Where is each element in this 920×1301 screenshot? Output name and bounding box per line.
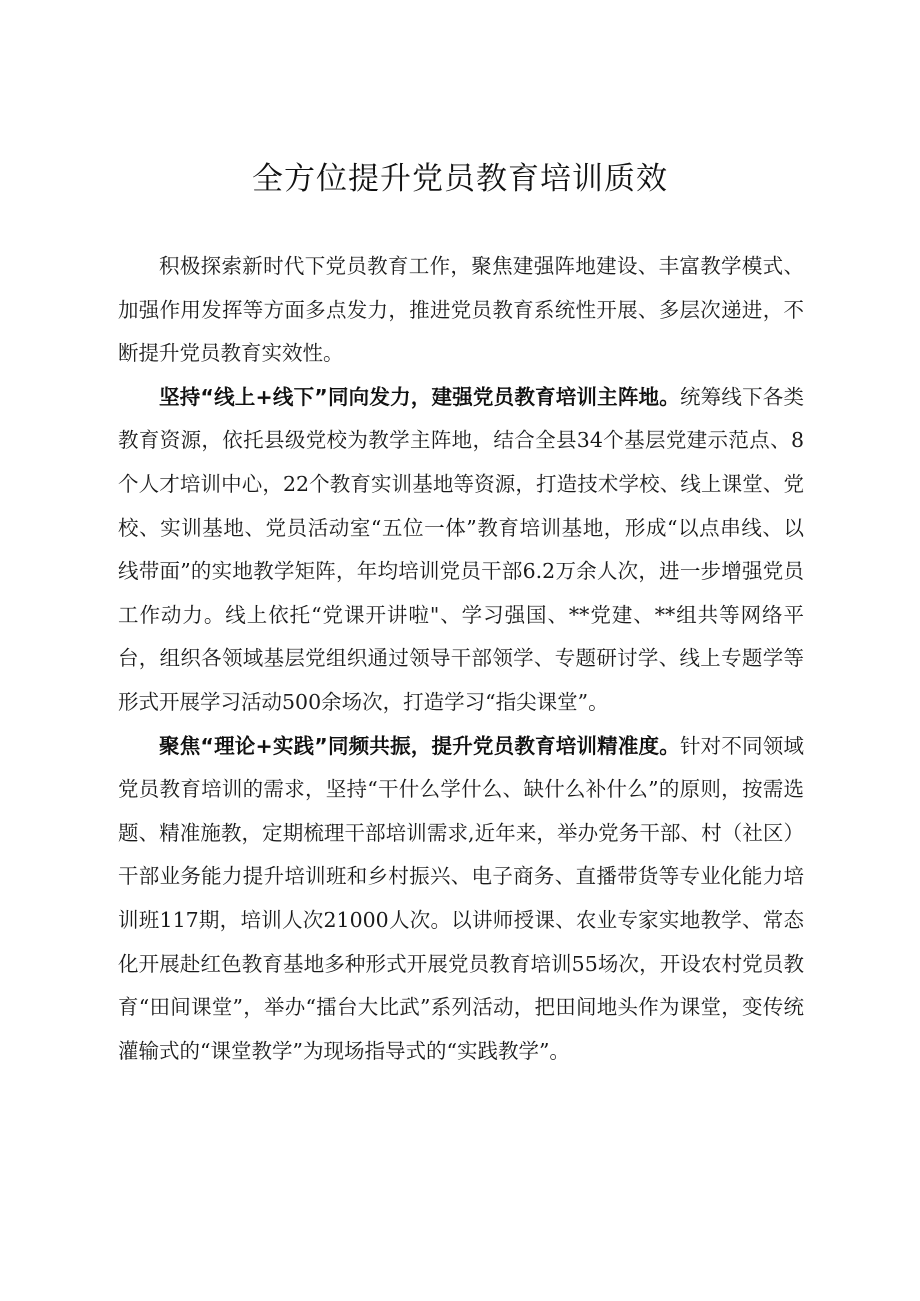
document-title: 全方位提升党员教育培训质效 xyxy=(252,161,668,197)
paragraph-text: 积极探索新时代下党员教育工作，聚焦建强阵地建设、丰富教学模式、加强作用发挥等方面多点发力，推进党员教育系统性开展、多层次递进，不断提升党员教育实效性。 xyxy=(118,254,804,366)
section-paragraph-online-offline xyxy=(118,376,804,725)
section-paragraph-theory-practice xyxy=(118,725,804,1074)
paragraph-text: 针对不同领域党员教育培训的需求，坚持“干什么学什么、缺什么补什么”的原则，按需选题、精准施教，定期梳理干部培训需求,近年来，举办党务干部、村（社区）干部业务能力提升培训班和乡村振兴、电子商务、直播带货等专业化能力培训班117期，培训人次21000人次。以讲师授课、农业专家实地教学、常态化开展赴红色教育基地多种形式开展党员教育培训55场次，开设农村党员教育“田间课堂”，举办“擂台大比武”系列活动，把田间地头作为课堂，变传统灌输式的“课堂教学”为现场指导式的“实践教学”。 xyxy=(118,733,804,1063)
paragraph-lead: 聚焦“理论+实践”同频共振，提升党员教育培训精准度。 xyxy=(159,733,680,758)
paragraph-lead: 坚持“线上+线下”同向发力，建强党员教育培训主阵地。 xyxy=(159,384,680,409)
paragraph-text: 统筹线下各类教育资源，依托县级党校为教学主阵地，结合全县34个基层党建示范点、8个人才培训中心，22个教育实训基地等资源，打造技术学校、线上课堂、党校、实训基地、党员活动室“五位一体”教育培训基地，形成“以点串线、以线带面”的实地教学矩阵，年均培训党员干部6.2万余人次，进一步增强党员工作动力。线上依托“党课开讲啦"、学习强国、**党建、**组共等网络平台，组织各领域基层党组织通过领导干部领学、专题研讨学、线上专题学等形式开展学习活动500余场次，打造学习“指尖课堂”。 xyxy=(118,384,804,714)
intro-paragraph xyxy=(118,245,804,376)
document-body xyxy=(118,245,804,1073)
